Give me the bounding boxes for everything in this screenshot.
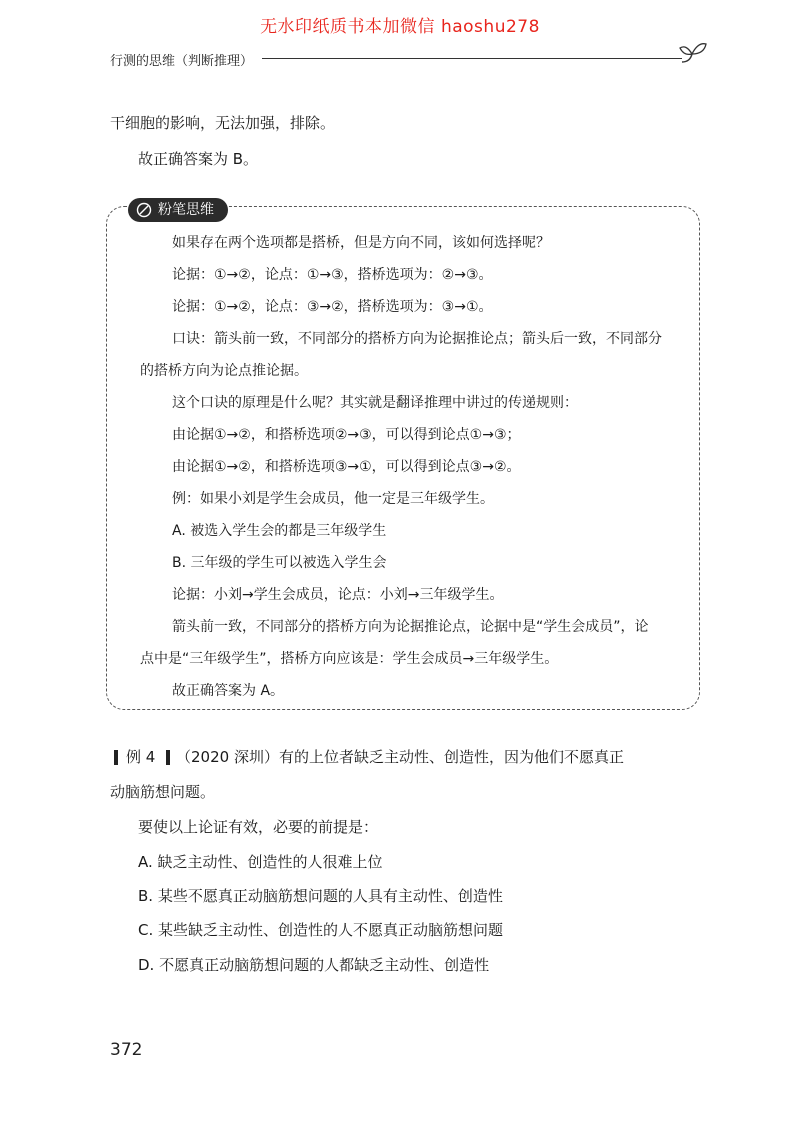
- tip-line: 这个口诀的原理是什么呢？其实就是翻译推理中讲过的传递规则：: [172, 395, 578, 411]
- example-marker-right: [166, 750, 170, 765]
- tip-line: A. 被选入学生会的都是三年级学生: [172, 523, 387, 539]
- watermark-text: 无水印纸质书本加微信 haoshu278: [260, 17, 540, 37]
- tip-line: 的搭桥方向为论点推论据。: [140, 363, 308, 379]
- sprout-icon: [676, 34, 712, 64]
- tip-line: 由论据①→②，和搭桥选项③→①，可以得到论点③→②。: [172, 459, 521, 475]
- example-question: 要使以上论证有效，必要的前提是：: [138, 818, 379, 836]
- example-option-d: D. 不愿真正动脑筋想问题的人都缺乏主动性、创造性: [138, 956, 490, 974]
- running-header-title: 行测的思维（判断推理）: [110, 54, 254, 69]
- header-rule: [262, 58, 682, 59]
- tip-line: 由论据①→②，和搭桥选项②→③，可以得到论点①→③；: [172, 427, 521, 443]
- tip-line: 论据：①→②，论点：③→②，搭桥选项为：③→①。: [172, 299, 493, 315]
- example-marker-left: [114, 750, 118, 765]
- tip-line: 点中是“三年级学生”，搭桥方向应该是：学生会成员→三年级学生。: [140, 651, 559, 667]
- example-label: 例 4: [126, 748, 156, 766]
- tip-line: 如果存在两个选项都是搭桥，但是方向不同，该如何选择呢？: [172, 235, 550, 251]
- tip-line: 论据：①→②，论点：①→③，搭桥选项为：②→③。: [172, 267, 493, 283]
- tip-line: 口诀：箭头前一致，不同部分的搭桥方向为论据推论点；箭头后一致，不同部分: [172, 331, 662, 347]
- intro-line-1: 干细胞的影响，无法加强，排除。: [110, 114, 336, 132]
- example-option-b: B. 某些不愿真正动脑筋想问题的人具有主动性、创造性: [138, 887, 503, 905]
- example-option-a: A. 缺乏主动性、创造性的人很难上位: [138, 853, 383, 871]
- page-number: 372: [110, 1040, 143, 1060]
- tip-line: B. 三年级的学生可以被选入学生会: [172, 555, 387, 571]
- intro-line-2: 故正确答案为 B。: [138, 150, 259, 168]
- chalk-icon: [136, 202, 152, 218]
- tip-line: 箭头前一致，不同部分的搭桥方向为论据推论点，论据中是“学生会成员”，论: [172, 619, 649, 635]
- example-stem-line-2: 动脑筋想问题。: [110, 783, 216, 801]
- tip-line: 论据：小刘→学生会成员，论点：小刘→三年级学生。: [172, 587, 504, 603]
- example-stem-line-1: （2020 深圳）有的上位者缺乏主动性、创造性，因为他们不愿真正: [176, 748, 624, 766]
- tip-tag-label: 粉笔思维: [158, 202, 214, 218]
- example-option-c: C. 某些缺乏主动性、创造性的人不愿真正动脑筋想问题: [138, 921, 504, 939]
- tip-tag: [128, 198, 228, 222]
- tip-line: 故正确答案为 A。: [172, 683, 285, 699]
- tip-line: 例：如果小刘是学生会成员，他一定是三年级学生。: [172, 491, 494, 507]
